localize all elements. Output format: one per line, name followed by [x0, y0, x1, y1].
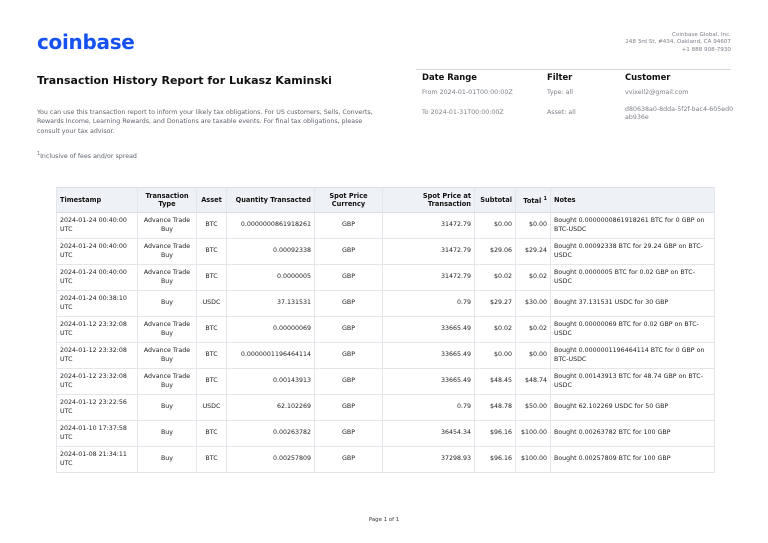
cell-currency: GBP [315, 239, 383, 265]
cell-asset: USDC [197, 291, 227, 317]
table-row [57, 239, 715, 265]
cell-currency: GBP [315, 265, 383, 291]
cell-notes: Bought 0.00143913 BTC for 48.74 GBP on BTC-USDC [551, 369, 715, 395]
cell-spot: 0.79 [383, 291, 475, 317]
cell-total: $0.00 [516, 343, 551, 369]
cell-notes: Bought 62.102269 USDC for 50 GBP [551, 395, 715, 421]
cell-timestamp: 2024-01-10 17:37:58 UTC [57, 421, 138, 447]
cell-subtotal: $0.00 [475, 213, 516, 239]
cell-spot: 36454.34 [383, 421, 475, 447]
cell-total: $0.02 [516, 265, 551, 291]
filter-type: Type: all [547, 89, 573, 96]
cell-type: Advance Trade Buy [138, 265, 197, 291]
date-to: To 2024-01-31T00:00:00Z [422, 109, 504, 116]
transactions-body [57, 213, 715, 473]
cell-spot: 31472.79 [383, 239, 475, 265]
cell-subtotal: $48.45 [475, 369, 516, 395]
cell-spot: 31472.79 [383, 265, 475, 291]
cell-quantity: 37.131531 [227, 291, 315, 317]
cell-type: Advance Trade Buy [138, 239, 197, 265]
cell-subtotal: $0.02 [475, 265, 516, 291]
cell-timestamp: 2024-01-12 23:32:08 UTC [57, 343, 138, 369]
col-header-timestamp: Timestamp [57, 188, 138, 213]
cell-total: $0.00 [516, 213, 551, 239]
total-footnote-mark: 1 [543, 195, 547, 202]
cell-notes: Bought 0.0000000861918261 BTC for 0 GBP on BTC-USDC [551, 213, 715, 239]
cell-asset: BTC [197, 317, 227, 343]
col-header-currency: Spot Price Currency [315, 188, 383, 213]
cell-notes: Bought 0.0000005 BTC for 0.02 GBP on BTC-USDC [551, 265, 715, 291]
company-name: Coinbase Global, Inc. [672, 32, 731, 38]
cell-type: Advance Trade Buy [138, 213, 197, 239]
cell-total: $0.02 [516, 317, 551, 343]
coinbase-logo: coinbase [37, 30, 135, 54]
company-address-block [625, 32, 731, 54]
cell-timestamp: 2024-01-12 23:32:08 UTC [57, 317, 138, 343]
cell-spot: 0.79 [383, 395, 475, 421]
cell-quantity: 62.102269 [227, 395, 315, 421]
cell-timestamp: 2024-01-12 23:32:08 UTC [57, 369, 138, 395]
cell-total: $100.00 [516, 421, 551, 447]
table-row [57, 421, 715, 447]
cell-total: $50.00 [516, 395, 551, 421]
col-header-asset: Asset [197, 188, 227, 213]
cell-quantity: 0.0000000861918261 [227, 213, 315, 239]
col-header-notes: Notes [551, 188, 715, 213]
filter-asset: Asset: all [547, 109, 576, 116]
cell-spot: 37298.93 [383, 447, 475, 473]
cell-asset: BTC [197, 421, 227, 447]
header-divider [416, 69, 731, 70]
total-label: Total [523, 196, 542, 205]
cell-subtotal: $29.27 [475, 291, 516, 317]
cell-currency: GBP [315, 213, 383, 239]
cell-subtotal: $48.78 [475, 395, 516, 421]
cell-quantity: 0.00092338 [227, 239, 315, 265]
cell-notes: Bought 0.00000069 BTC for 0.02 GBP on BTC-USDC [551, 317, 715, 343]
cell-asset: BTC [197, 265, 227, 291]
cell-total: $30.00 [516, 291, 551, 317]
customer-heading: Customer [625, 72, 671, 82]
cell-type: Buy [138, 447, 197, 473]
cell-currency: GBP [315, 421, 383, 447]
cell-spot: 31472.79 [383, 213, 475, 239]
cell-type: Buy [138, 395, 197, 421]
cell-currency: GBP [315, 369, 383, 395]
company-address: 248 3rd St, #434, Oakland, CA 94607 [625, 39, 731, 46]
date-range-heading: Date Range [422, 72, 477, 82]
col-header-total [516, 188, 551, 213]
cell-subtotal: $0.00 [475, 343, 516, 369]
table-row [57, 369, 715, 395]
cell-notes: Bought 0.00263782 BTC for 100 GBP [551, 421, 715, 447]
report-intro: You can use this transaction report to inform your likely tax obligations. For US customers, Sells, Converts, Rewards Income, Learning Rewards, and Donations are taxable events. For final tax obligations, please consult your tax advisor. [37, 109, 373, 135]
company-phone: +1 888 908-7930 [681, 46, 731, 53]
cell-subtotal: $29.06 [475, 239, 516, 265]
table-row [57, 213, 715, 239]
table-row [57, 265, 715, 291]
cell-timestamp: 2024-01-24 00:40:00 UTC [57, 213, 138, 239]
cell-notes: Bought 37.131531 USDC for 30 GBP [551, 291, 715, 317]
cell-quantity: 0.0000005 [227, 265, 315, 291]
col-header-subtotal: Subtotal [475, 188, 516, 213]
cell-total: $100.00 [516, 447, 551, 473]
report-title: Transaction History Report for Lukasz Kaminski [37, 74, 332, 87]
cell-subtotal: $96.16 [475, 421, 516, 447]
cell-quantity: 0.00263782 [227, 421, 315, 447]
cell-quantity: 0.00143913 [227, 369, 315, 395]
cell-currency: GBP [315, 317, 383, 343]
cell-asset: BTC [197, 239, 227, 265]
cell-type: Buy [138, 421, 197, 447]
cell-currency: GBP [315, 395, 383, 421]
cell-type: Advance Trade Buy [138, 317, 197, 343]
col-header-quantity: Quantity Transacted [227, 188, 315, 213]
customer-email: vvixell2@gmail.com [625, 89, 689, 96]
cell-asset: BTC [197, 343, 227, 369]
cell-asset: BTC [197, 447, 227, 473]
cell-asset: USDC [197, 395, 227, 421]
cell-spot: 33665.49 [383, 369, 475, 395]
cell-quantity: 0.00000069 [227, 317, 315, 343]
cell-asset: BTC [197, 213, 227, 239]
cell-timestamp: 2024-01-24 00:40:00 UTC [57, 265, 138, 291]
cell-timestamp: 2024-01-24 00:40:00 UTC [57, 239, 138, 265]
cell-timestamp: 2024-01-24 00:38:10 UTC [57, 291, 138, 317]
cell-total: $48.74 [516, 369, 551, 395]
table-row [57, 343, 715, 369]
cell-asset: BTC [197, 369, 227, 395]
table-row [57, 317, 715, 343]
cell-type: Advance Trade Buy [138, 343, 197, 369]
table-header-row [57, 188, 715, 213]
cell-type: Advance Trade Buy [138, 369, 197, 395]
cell-timestamp: 2024-01-12 23:22:56 UTC [57, 395, 138, 421]
cell-quantity: 0.0000001196464114 [227, 343, 315, 369]
footnote-mark: 1 [37, 152, 41, 157]
footnote [37, 152, 137, 160]
col-header-type: Transaction Type [138, 188, 197, 213]
table-row [57, 395, 715, 421]
transactions-table [56, 187, 715, 473]
cell-timestamp: 2024-01-08 21:34:11 UTC [57, 447, 138, 473]
cell-spot: 33665.49 [383, 343, 475, 369]
cell-subtotal: $0.02 [475, 317, 516, 343]
customer-id: d80638a0-8dda-5f2f-bac4-605ed0ab936e [625, 106, 734, 122]
table-row [57, 447, 715, 473]
cell-spot: 33665.49 [383, 317, 475, 343]
cell-type: Buy [138, 291, 197, 317]
col-header-spot-price: Spot Price at Transaction [383, 188, 475, 213]
cell-subtotal: $96.16 [475, 447, 516, 473]
table-row [57, 291, 715, 317]
footnote-text: Inclusive of fees and/or spread [40, 153, 137, 161]
cell-currency: GBP [315, 343, 383, 369]
date-from: From 2024-01-01T00:00:00Z [422, 89, 513, 96]
page-number: Page 1 of 1 [368, 517, 400, 523]
filter-heading: Filter [547, 72, 573, 82]
cell-currency: GBP [315, 447, 383, 473]
cell-currency: GBP [315, 291, 383, 317]
cell-total: $29.24 [516, 239, 551, 265]
cell-notes: Bought 0.00257809 BTC for 100 GBP [551, 447, 715, 473]
cell-notes: Bought 0.0000001196464114 BTC for 0 GBP on BTC-USDC [551, 343, 715, 369]
cell-quantity: 0.00257809 [227, 447, 315, 473]
cell-notes: Bought 0.00092338 BTC for 29.24 GBP on BTC-USDC [551, 239, 715, 265]
